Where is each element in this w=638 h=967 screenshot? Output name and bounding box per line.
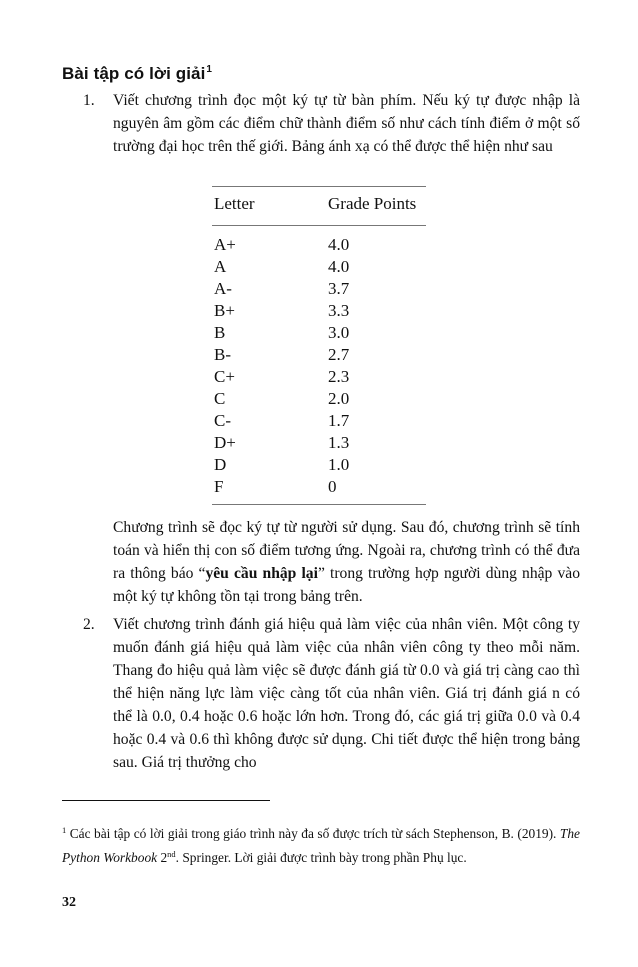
table-row <box>212 410 426 432</box>
letter-cell: D <box>214 455 227 474</box>
footnote-text-end: . Springer. Lời giải được trình bày trong phần Phụ lục. <box>175 850 467 865</box>
letter-cell: F <box>214 477 224 496</box>
grade-point-cell: 2.7 <box>328 345 350 364</box>
grade-point-cell: 0 <box>328 477 337 496</box>
letter-cell: C+ <box>214 367 235 386</box>
grade-point-cell: 1.7 <box>328 411 350 430</box>
grade-point-cell: 3.7 <box>328 279 350 298</box>
table-bottom-rule <box>212 504 426 505</box>
table-row <box>212 454 426 476</box>
letter-cell: A <box>214 257 227 276</box>
footnote-separator <box>62 800 270 801</box>
exercise-1 <box>83 89 580 158</box>
followup-bold-text: yêu cầu nhập lại <box>205 565 318 582</box>
table-row <box>212 322 426 344</box>
header-grade-points: Grade Points <box>328 194 417 213</box>
exercise-1-number: 1. <box>83 92 95 109</box>
table-row <box>212 300 426 322</box>
letter-cell: B <box>214 323 226 342</box>
exercise-2-number: 2. <box>83 616 95 633</box>
grade-point-cell: 4.0 <box>328 235 350 254</box>
header-letter: Letter <box>214 194 255 213</box>
exercise-1-intro: Viết chương trình đọc một ký tự từ bàn phím. Nếu ký tự được nhập là nguyên âm gồm các điểm chữ thành điểm số như cách tính điểm ở một số trường đại học trên thế giới. Bảng ánh xạ có thể được thể hiện như sau <box>113 92 580 155</box>
grade-points-table <box>212 186 426 505</box>
followup-text-end: ” trong trường hợp người dùng nhập vào một ký tự không tồn tại trong bảng trên. <box>113 565 580 605</box>
grade-point-cell: 4.0 <box>328 257 350 276</box>
table-row <box>212 344 426 366</box>
table-row <box>212 432 426 454</box>
table-row <box>212 278 426 300</box>
grade-point-cell: 1.3 <box>328 433 350 452</box>
grade-point-cell: 3.3 <box>328 301 350 320</box>
exercise-2 <box>83 613 580 774</box>
footnote-edition-suffix: nd <box>167 849 176 859</box>
letter-cell: A+ <box>214 235 236 254</box>
exercise-2-text: Viết chương trình đánh giá hiệu quả làm việc của nhân viên. Một công ty muốn đánh giá hiệu quả làm việc của nhân viên công ty theo mỗi năm. Thang đo hiệu quả làm việc sẽ được đánh giá từ 0.0 và giá trị càng cao thì thể hiện năng lực làm việc càng tốt của nhân viên. Giá trị đánh giá n có thể là 0.0, 0.4 hoặc 0.6 hoặc lớn hơn. Trong đó, các giá trị giữa 0.0 và 0.4 hoặc 0.4 và 0.6 thì không được sử dụng. Chi tiết được thể hiện trong bảng sau. Giá trị thưởng cho <box>113 616 580 771</box>
footnote-book-title: The Python Workbook <box>62 826 580 865</box>
letter-cell: D+ <box>214 433 236 452</box>
page-number: 32 <box>62 895 76 910</box>
table-header-row <box>212 187 426 219</box>
followup-text-start: Chương trình sẽ đọc ký tự từ người sử dụng. Sau đó, chương trình sẽ tính toán và hiển thị con số điểm tương ứng. Ngoài ra, chương trình có thể đưa ra thông báo “ <box>113 519 580 582</box>
exercise-1-followup <box>113 516 580 608</box>
table-row <box>212 476 426 498</box>
footnote-edition: 2 <box>157 850 168 865</box>
table-row <box>212 366 426 388</box>
section-heading <box>62 64 212 84</box>
table-body <box>212 226 426 498</box>
footnote-reference: 1 <box>206 64 213 75</box>
table-row <box>212 234 426 256</box>
footnote-text-start: Các bài tập có lời giải trong giáo trình này đa số được trích từ sách Stephenson, B. (2019). <box>66 826 560 841</box>
grade-point-cell: 2.0 <box>328 389 350 408</box>
grade-point-cell: 1.0 <box>328 455 350 474</box>
grade-point-cell: 3.0 <box>328 323 350 342</box>
letter-cell: C <box>214 389 226 408</box>
footnote <box>62 820 580 868</box>
footnote-mark: 1 <box>62 825 67 835</box>
letter-cell: B+ <box>214 301 235 320</box>
letter-cell: B- <box>214 345 231 364</box>
table-row <box>212 256 426 278</box>
letter-cell: C- <box>214 411 231 430</box>
grade-point-cell: 2.3 <box>328 367 350 386</box>
table-row <box>212 388 426 410</box>
letter-cell: A- <box>214 279 232 298</box>
section-title: Bài tập có lời giải <box>62 64 206 83</box>
